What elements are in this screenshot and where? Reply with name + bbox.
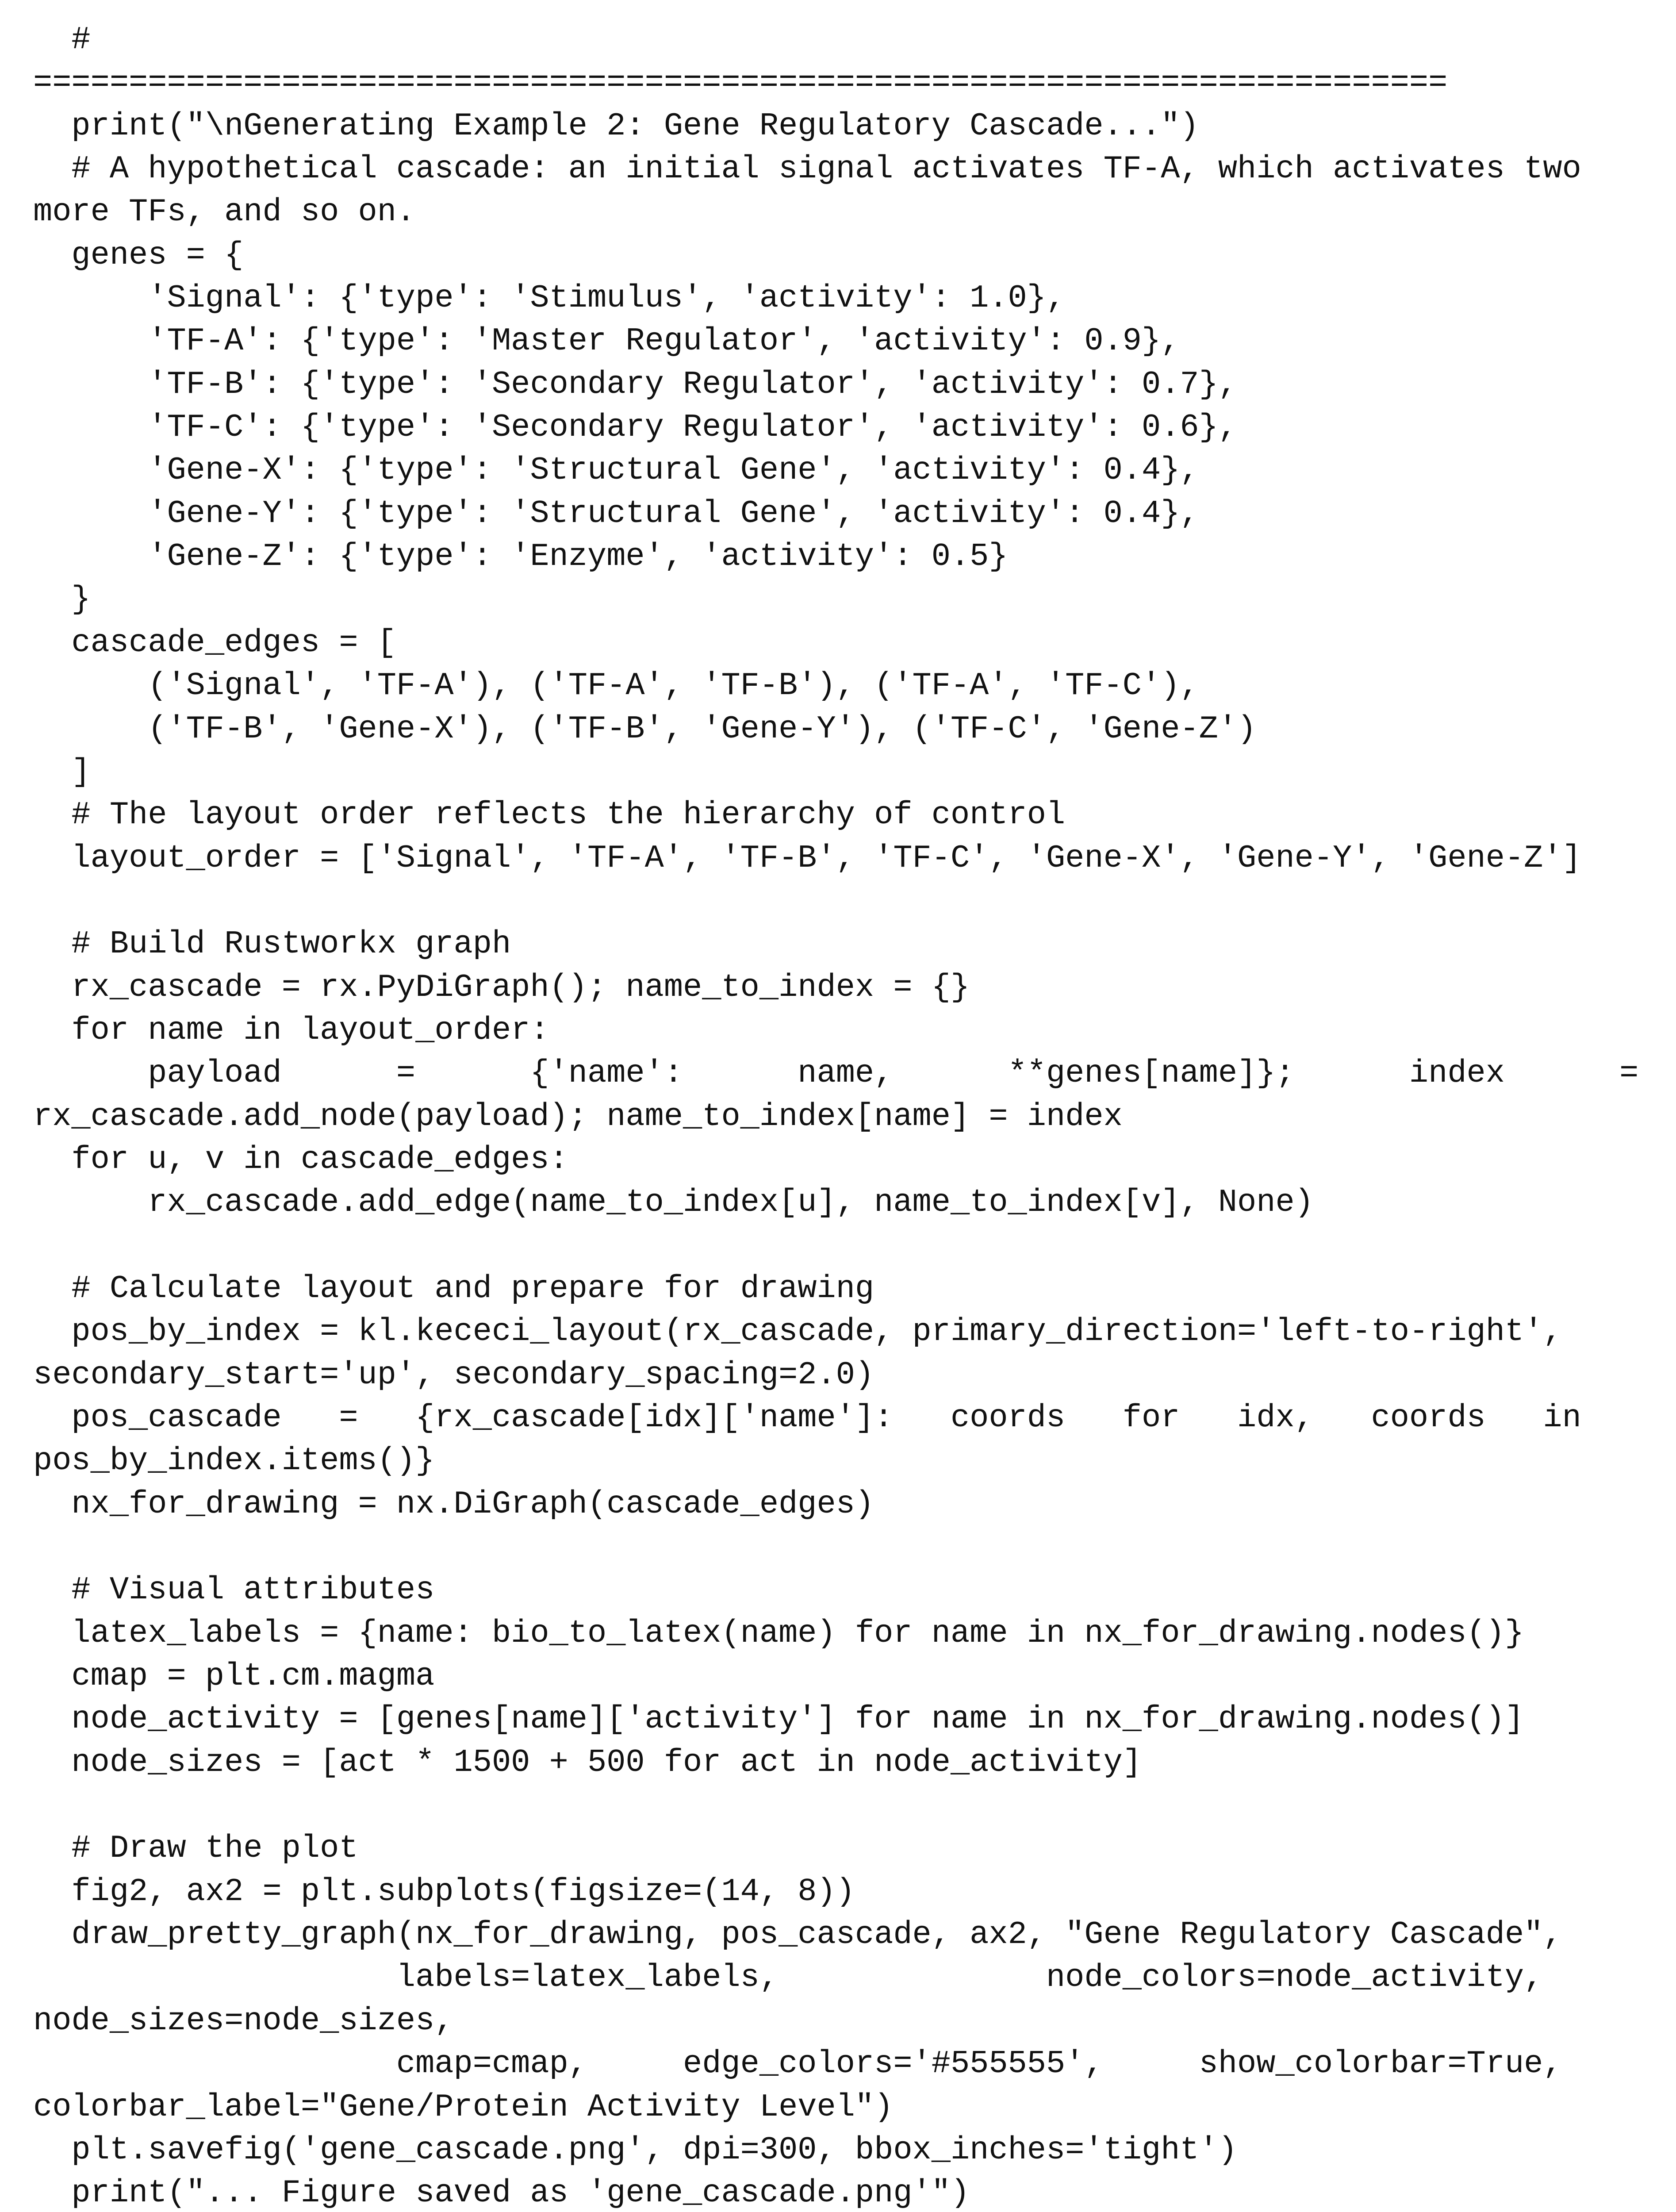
code-line: ]	[33, 753, 91, 790]
code-line: 'TF-A': {'type': 'Master Regulator', 'activity': 0.9},	[33, 323, 1180, 360]
code-line: nx_for_drawing = nx.DiGraph(cascade_edges)	[33, 1486, 874, 1522]
code-line: pos_by_index.items()}	[33, 1443, 435, 1479]
code-line: draw_pretty_graph(nx_for_drawing, pos_cascade, ax2, "Gene Regulatory Cascade",	[33, 1916, 1562, 1953]
code-line: 'Gene-Y': {'type': 'Structural Gene', 'activity': 0.4},	[33, 495, 1199, 532]
code-line: 'Gene-Z': {'type': 'Enzyme', 'activity': 0.5}	[33, 538, 1008, 575]
code-line: # The layout order reflects the hierarchy of control	[33, 797, 1066, 833]
code-line: latex_labels = {name: bio_to_latex(name) for name in nx_for_drawing.nodes()}	[33, 1615, 1524, 1651]
code-line: labels=latex_labels, node_colors=node_activity,	[33, 1959, 1543, 1996]
code-line: 'TF-B': {'type': 'Secondary Regulator', 'activity': 0.7},	[33, 366, 1238, 403]
code-line: rx_cascade.add_node(payload); name_to_index[name] = index	[33, 1098, 1123, 1135]
code-line: cascade_edges = [	[33, 624, 396, 661]
code-line: genes = {	[33, 237, 244, 273]
code-line: node_sizes = [act * 1500 + 500 for act in node_activity]	[33, 1744, 1142, 1781]
code-line: ==========================================================================	[33, 65, 1448, 101]
code-line: for name in layout_order:	[33, 1012, 549, 1048]
code-line: print("\nGenerating Example 2: Gene Regulatory Cascade...")	[33, 108, 1199, 144]
code-line: node_sizes=node_sizes,	[33, 2002, 454, 2039]
code-line: # Draw the plot	[33, 1830, 358, 1867]
code-line: cmap = plt.cm.magma	[33, 1658, 435, 1695]
code-line: 'Signal': {'type': 'Stimulus', 'activity': 1.0},	[33, 280, 1066, 317]
code-line: secondary_start='up', secondary_spacing=2.0)	[33, 1356, 874, 1393]
code-line: #	[33, 22, 91, 58]
code-line: # Calculate layout and prepare for drawing	[33, 1270, 874, 1307]
code-line	[33, 1225, 1670, 1267]
code-line: # Build Rustworkx graph	[33, 926, 511, 963]
code-line: fig2, ax2 = plt.subplots(figsize=(14, 8))	[33, 1873, 855, 1910]
code-line	[33, 880, 1670, 923]
code-line: ('Signal', 'TF-A'), ('TF-A', 'TF-B'), ('TF-A', 'TF-C'),	[33, 668, 1199, 704]
code-line: rx_cascade.add_edge(name_to_index[u], name_to_index[v], None)	[33, 1184, 1314, 1221]
code-line: plt.savefig('gene_cascade.png', dpi=300, bbox_inches='tight')	[33, 2131, 1238, 2168]
code-listing	[33, 19, 1670, 2212]
code-line: layout_order = ['Signal', 'TF-A', 'TF-B', 'TF-C', 'Gene-X', 'Gene-Y', 'Gene-Z']	[33, 840, 1581, 876]
code-line: # Visual attributes	[33, 1572, 435, 1609]
code-line: print("... Figure saved as 'gene_cascade.png'")	[33, 2175, 970, 2212]
code-line: 'TF-C': {'type': 'Secondary Regulator', 'activity': 0.6},	[33, 409, 1238, 446]
code-line: payload = {'name': name, **genes[name]}; index =	[33, 1055, 1639, 1092]
code-line: for u, v in cascade_edges:	[33, 1141, 568, 1178]
code-line: }	[33, 581, 91, 618]
code-line: pos_cascade = {rx_cascade[idx]['name']: coords for idx, coords in	[33, 1400, 1581, 1436]
code-line: rx_cascade = rx.PyDiGraph(); name_to_index = {}	[33, 969, 970, 1006]
code-line: # A hypothetical cascade: an initial signal activates TF-A, which activates two	[33, 151, 1581, 188]
code-line	[33, 1784, 1670, 1827]
code-line: pos_by_index = kl.kececi_layout(rx_cascade, primary_direction='left-to-right',	[33, 1313, 1562, 1350]
code-line: node_activity = [genes[name]['activity'] for name in nx_for_drawing.nodes()]	[33, 1701, 1524, 1738]
code-line: 'Gene-X': {'type': 'Structural Gene', 'activity': 0.4},	[33, 452, 1199, 489]
code-line: cmap=cmap, edge_colors='#555555', show_colorbar=True,	[33, 2046, 1562, 2082]
code-line	[33, 1526, 1670, 1569]
code-line: colorbar_label="Gene/Protein Activity Level")	[33, 2089, 894, 2125]
code-line: more TFs, and so on.	[33, 194, 416, 230]
code-line: ('TF-B', 'Gene-X'), ('TF-B', 'Gene-Y'), ('TF-C', 'Gene-Z')	[33, 710, 1257, 747]
